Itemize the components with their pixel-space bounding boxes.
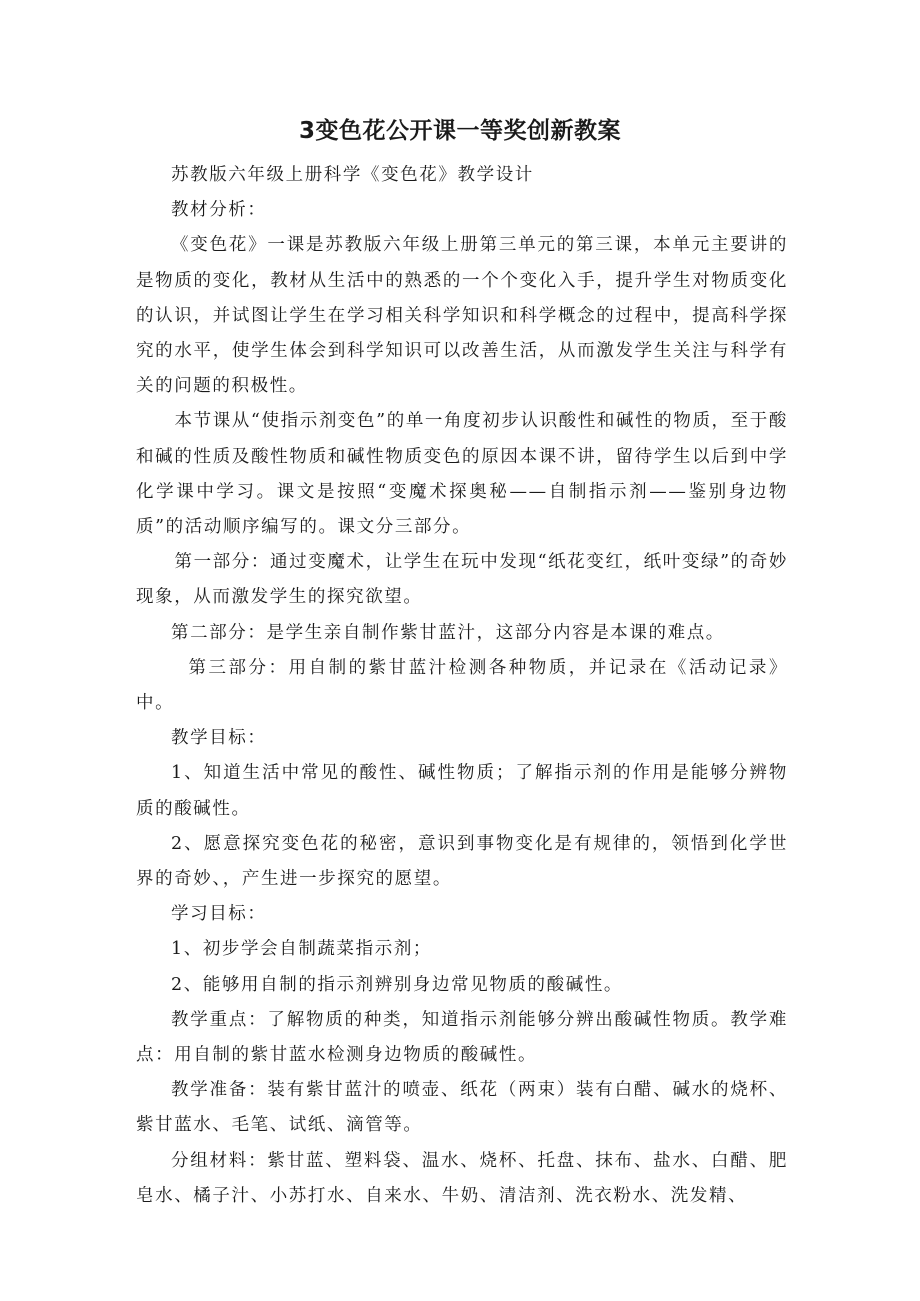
paragraph-part-two: 第二部分：是学生亲自制作紫甘蓝汁，这部分内容是本课的难点。 [171, 622, 725, 643]
subtitle-paragraph: 苏教版六年级上册科学《变色花》教学设计 [171, 165, 534, 185]
paragraph-preparation: 教学准备：装有紫甘蓝汁的喷壶、纸花（两束）装有白醋、碱水的烧杯、紫甘蓝水、毛笔、试纸、滴管等。 [136, 1080, 788, 1136]
paragraph-group-materials: 分组材料：紫甘蓝、塑料袋、温水、烧杯、托盘、抹布、盐水、白醋、肥皂水、橘子汁、小苏打水、自来水、牛奶、清洁剂、洗衣粉水、洗发精、 [136, 1150, 788, 1206]
section-heading-teaching-goals: 教学目标： [171, 728, 267, 749]
document-body [136, 158, 788, 1214]
learning-goal-item: 1、初步学会自制蔬菜指示剂； [171, 939, 433, 960]
teaching-goal-item: 1、知道生活中常见的酸性、碱性物质；了解指示剂的作用是能够分辨物质的酸碱性。 [136, 763, 788, 819]
paragraph-part-three: 第三部分：用自制的紫甘蓝汁检测各种物质，并记录在《活动记录》中。 [136, 657, 788, 714]
paragraph-textbook-analysis: 《变色花》一课是苏教版六年级上册第三单元的第三课，本单元主要讲的是物质的变化，教材从生活中的熟悉的一个个变化入手，提升学生对物质变化的认识，并试图让学生在学习相关科学知识和科学概念的过程中，提高科学探究的水平，使学生体会到科学知识可以改善生活，从而激发学生关注与科学有关的问题的积极性。 [136, 235, 788, 397]
teaching-goal-item: 2、愿意探究变色花的秘密，意识到事物变化是有规律的，领悟到化学世界的奇妙、，产生进一步探究的愿望。 [136, 833, 788, 890]
document-title: 3变色花公开课一等奖创新教案 [298, 118, 621, 144]
section-heading-textbook-analysis: 教材分析： [171, 200, 267, 221]
paragraph-part-one: 第一部分：通过变魔术，让学生在玩中发现“纸花变红，纸叶变绿”的奇妙现象，从而激发学生的探究欲望。 [136, 552, 788, 608]
paragraph-key-points: 教学重点：了解物质的种类，知道指示剂能够分辨出酸碱性物质。教学难点：用自制的紫甘蓝水检测身边物质的酸碱性。 [136, 1009, 788, 1066]
section-heading-learning-goals: 学习目标： [171, 904, 267, 925]
paragraph-lesson-scope: 本节课从“使指示剂变色”的单一角度初步认识酸性和碱性的物质，至于酸和碱的性质及酸性物质和碱性物质变色的原因本课不讲，留待学生以后到中学化学课中学习。课文是按照“变魔术探奥秘——自制指示剂——鉴别身边物质”的活动顺序编写的。课文分三部分。 [136, 411, 788, 538]
learning-goal-item: 2、能够用自制的指示剂辨别身边常见物质的酸碱性。 [171, 974, 624, 995]
